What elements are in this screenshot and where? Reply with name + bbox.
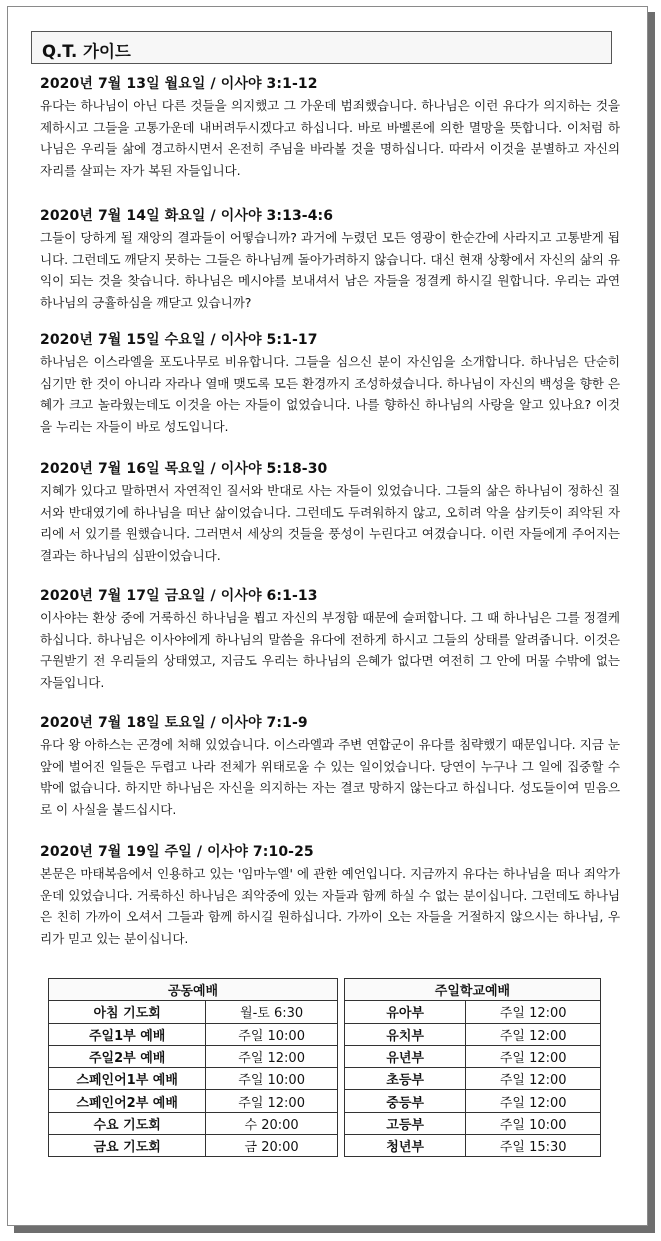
page-shadow-right [648,12,655,1230]
department-time: 주일 15:30 [466,1135,601,1157]
entry-heading: 2020년 7월 19일 주일 / 이사야 7:10-25 [40,844,314,860]
page-title: Q.T. 가이드 [42,42,131,61]
service-time: 주일 12:00 [206,1090,338,1112]
table-gap [337,1023,344,1045]
entry-text: 그들이 당하게 될 재앙의 결과들이 어떻습니까? 과거에 누렸던 모든 영광이 한순간에 사라지고 고통받게 됩니다. 그런데도 깨닫지 못하는 그들은 하나님께 돌아가려하지 않습니다. 대신 현재 상황에서 자신의 삶의 유익이 되는 것을 찾습니다. 하나님은 메시야를 보내셔서 남은 자들을 정결케 하시길 원합니다. 우리는 과연 하나님의 긍휼하심을 깨닫고 있습니까? [40,230,620,310]
table-gap [337,1045,344,1067]
service-time: 주일 12:00 [206,1045,338,1067]
entry-heading: 2020년 7월 18일 토요일 / 이사야 7:1-9 [40,715,308,731]
service-time: 월-토 6:30 [206,1001,338,1023]
service-name: 금요 기도회 [49,1135,206,1157]
page-shadow-bottom [14,1226,655,1233]
department-name: 유아부 [344,1001,466,1023]
department-name: 청년부 [344,1135,466,1157]
table-gap [337,1112,344,1134]
header-public-worship: 공동예배 [49,979,338,1001]
table-gap [337,1001,344,1023]
schedule-body [49,1001,601,1157]
service-time: 수 20:00 [206,1112,338,1134]
entry-text: 이사야는 환상 중에 거룩하신 하나님을 뵙고 자신의 부정함 때문에 슬퍼합니다. 그 때 하나님은 그를 정결케 하십니다. 하나님은 이사야에게 하나님의 말씀을 유다에 전하게 하시고 그들의 상태를 알려줍니다. 이것은 구원받기 전 우리들의 상태였고, 지금도 우리는 하나님의 은혜가 없다면 여전히 그 안에 머물 수밖에 없는 자들입니다. [40,610,620,690]
title-box [31,31,612,64]
qt-entry [40,585,620,693]
department-name: 유년부 [344,1045,466,1067]
table-row [49,1023,601,1045]
service-name: 수요 기도회 [49,1112,206,1134]
service-time: 주일 10:00 [206,1068,338,1090]
entry-text: 본문은 마태복음에서 인용하고 있는 '임마누엘' 에 관한 예언입니다. 지금까지 유다는 하나님을 떠나 죄악가운데 있었습니다. 거룩하신 하나님은 죄악중에 있는 자들과 함께 하실 수 없는 분이십니다. 그런데도 하나님은 친히 가까이 오셔서 그들과 함께 하시길 원하십니다. 가까이 오는 자들을 거절하지 않으시는 하나님, 우리가 믿고 있는 분이십니다. [40,866,620,946]
table-row [49,1045,601,1067]
table-header-row [49,979,601,1001]
service-time: 주일 10:00 [206,1023,338,1045]
department-name: 초등부 [344,1068,466,1090]
entry-heading: 2020년 7월 15일 수요일 / 이사야 5:1-17 [40,332,318,348]
qt-entry [40,329,620,437]
entry-text: 유다 왕 아하스는 곤경에 처해 있었습니다. 이스라엘과 주변 연합군이 유다를 침략했기 때문입니다. 지금 눈 앞에 벌어진 일들은 두렵고 나라 전체가 위태로울 수 있는 일이었습니다. 당연이 누구나 그 일에 집중할 수 밖에 없습니다. 하지만 하나님은 자신을 의지하는 자는 결코 망하지 않는다고 하십니다. 성도들이여 믿음으로 이 사실을 붙드십시다. [40,737,620,817]
worship-schedule-table [48,978,601,1157]
service-time: 금 20:00 [206,1135,338,1157]
header-sunday-school: 주일학교예배 [344,979,600,1001]
service-name: 주일2부 예배 [49,1045,206,1067]
entry-text: 지혜가 있다고 말하면서 자연적인 질서와 반대로 사는 자들이 있었습니다. 그들의 삶은 하나님이 정하신 질서와 반대였기에 하나님을 떠난 삶이었습니다. 그런데도 두려워하지 않고, 오히려 악을 삼키듯이 죄악된 자리에 서 있기를 원했습니다. 그러면서 세상의 것들을 풍성이 누린다고 여겼습니다. 이런 자들에게 주어지는 결과는 하나님의 심판이었습니다. [40,483,620,563]
table-gap [337,1068,344,1090]
department-time: 주일 12:00 [466,1023,601,1045]
service-name: 주일1부 예배 [49,1023,206,1045]
service-name: 스페인어2부 예배 [49,1090,206,1112]
qt-entry [40,73,620,181]
entry-text: 유다는 하나님이 아닌 다른 것들을 의지했고 그 가운데 범죄했습니다. 하나님은 이런 유다가 의지하는 것을 제하시고 그들을 고통가운데 내버려두시겠다고 하십니다. 바로 바벨론에 의한 멸망을 뜻합니다. 이처럼 하나님은 우리들 삶에 경고하시면서 온전히 주님을 바라볼 것을 명하십니다. 따라서 이것을 분별하고 자신의 자리를 살피는 자가 복된 자들입니다. [40,98,620,178]
qt-entry [40,712,620,820]
table-row [49,1090,601,1112]
table-gap [337,979,344,1001]
department-time: 주일 12:00 [466,1045,601,1067]
table-row [49,1112,601,1134]
table-row [49,1135,601,1157]
department-time: 주일 12:00 [466,1001,601,1023]
table-gap [337,1090,344,1112]
department-time: 주일 12:00 [466,1090,601,1112]
qt-entry [40,205,620,313]
qt-entry [40,458,620,566]
service-name: 스페인어1부 예배 [49,1068,206,1090]
service-name: 아침 기도회 [49,1001,206,1023]
table-gap [337,1135,344,1157]
table-row [49,1068,601,1090]
department-time: 주일 10:00 [466,1112,601,1134]
entry-heading: 2020년 7월 13일 월요일 / 이사야 3:1-12 [40,76,318,92]
department-name: 고등부 [344,1112,466,1134]
entry-heading: 2020년 7월 16일 목요일 / 이사야 5:18-30 [40,461,328,477]
qt-entry [40,841,620,949]
table-row [49,1001,601,1023]
entry-heading: 2020년 7월 17일 금요일 / 이사야 6:1-13 [40,588,318,604]
department-name: 중등부 [344,1090,466,1112]
entry-heading: 2020년 7월 14일 화요일 / 이사야 3:13-4:6 [40,208,334,224]
department-name: 유치부 [344,1023,466,1045]
entry-text: 하나님은 이스라엘을 포도나무로 비유합니다. 그들을 심으신 분이 자신임을 소개합니다. 하나님은 단순히 심기만 한 것이 아니라 자라나 열매 맺도록 모든 환경까지 조성하셨습니다. 하나님이 자신의 백성을 향한 은혜가 크고 놀라웠는데도 이것을 아는 자들이 없었습니다. 나를 향하신 하나님의 사랑을 알고 있나요? 이것을 누리는 자들이 바로 성도입니다. [40,354,620,434]
department-time: 주일 12:00 [466,1068,601,1090]
